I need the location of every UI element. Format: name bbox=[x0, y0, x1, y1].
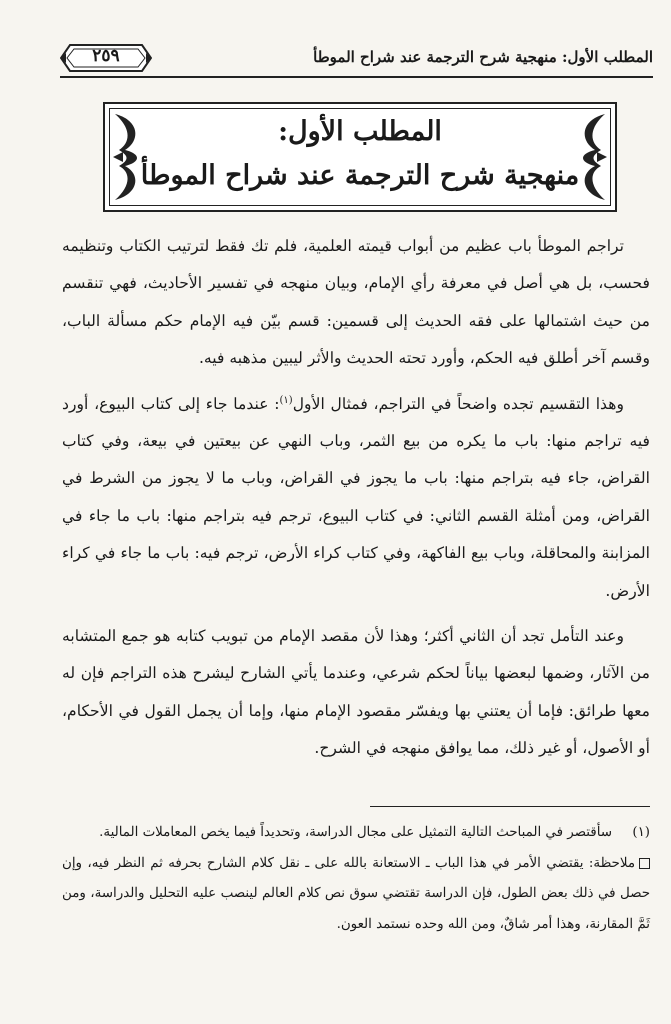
running-header bbox=[60, 44, 653, 76]
footnote-text: سأقتصر في المباحث التالية التمثيل على مجال الدراسة، وتحديداً فيما يخص المعاملات المالية. bbox=[99, 825, 612, 840]
paragraph-text: وهذا التقسيم تجده واضحاً في التراجم، فمثال الأول bbox=[292, 394, 624, 413]
footnote bbox=[62, 818, 650, 849]
running-title: المطلب الأول: منهجية شرح الترجمة عند شراح الموطأ bbox=[313, 48, 653, 66]
header-divider bbox=[60, 76, 653, 78]
footnote-divider bbox=[370, 806, 650, 807]
footnote-reference: (١) bbox=[279, 394, 293, 406]
note bbox=[62, 849, 650, 941]
page-number-badge bbox=[60, 44, 152, 72]
body-text bbox=[62, 228, 650, 768]
footnote-marker: (١) bbox=[632, 825, 650, 840]
page-number: ٢٥٩ bbox=[92, 46, 120, 66]
square-bullet-icon bbox=[639, 858, 650, 869]
note-text: ملاحظة: يقتضي الأمر في هذا الباب ـ الاستعانة بالله على ـ نقل كلام الشارح بحرفه ثم النظر فيه، وإن حصل في ذلك بعض الطول، فإن الدراسة تقتضي سوق نص كلام العالم لينصب عليه التحليل والدراسة، ومن ثَمَّ المقارنة، وهذا أمر شاقٌ، ومن الله وحده نستمد العون. bbox=[62, 855, 650, 932]
paragraph: وعند التأمل تجد أن الثاني أكثر؛ وهذا لأن مقصد الإمام من تبويب كتابه هو جمع المتشابه من الآثار، وضمها لبعضها بياناً لحكم شرعي، وعندما يأتي الشارح ليشرح هذه التراجم فإن له معها طرائق: فإما أن يعتني بها ويفسّر مقصود الإمام منها، وإما أن يجمل القول في الأحكام، أو الأصول، أو غير ذلك، مما يوافق منهجه في الشرح. bbox=[62, 627, 650, 758]
paragraph bbox=[62, 386, 650, 610]
paragraph: تراجم الموطأ باب عظيم من أبواب قيمته العلمية، فلم تك فقط لترتيب الكتاب وتنظيمه فحسب، بل هي أصل في معرفة رأي الإمام، وبيان منهجه في تفسير الأحاديث، فهي تنقسم من حيث اشتمالها على فقه الحديث إلى قسمين: قسم بيّن فيه الإمام حكم مسألة الباب، وقسم آخر أطلق فيه الحكم، وأورد تحته الحديث والأثر ليبين مذهبه فيه. bbox=[62, 237, 650, 368]
footnotes bbox=[62, 818, 650, 940]
section-title-banner bbox=[103, 102, 617, 212]
paragraph-text: : عندما جاء إلى كتاب البيوع، أورد فيه تراجم منها: باب ما يكره من بيع الثمر، وباب النهي عن بيعتين في بيعة، وفي كتاب القراض، جاء فيه بتراجم منها: باب ما يجوز في القراض، وباب ما لا يجوز من الشرط في القراض، ومن أمثلة القسم الثاني: في كتاب البيوع، ترجم فيه بتراجم منها: باب ما جاء في المزابنة والمحاقلة، وباب بيع الفاكهة، وفي كتاب كراء الأرض، ترجم فيه: باب ما جاء في كراء الأرض. bbox=[62, 394, 650, 600]
section-heading: المطلب الأول: bbox=[278, 116, 442, 147]
section-subheading: منهجية شرح الترجمة عند شراح الموطأ bbox=[140, 160, 580, 191]
